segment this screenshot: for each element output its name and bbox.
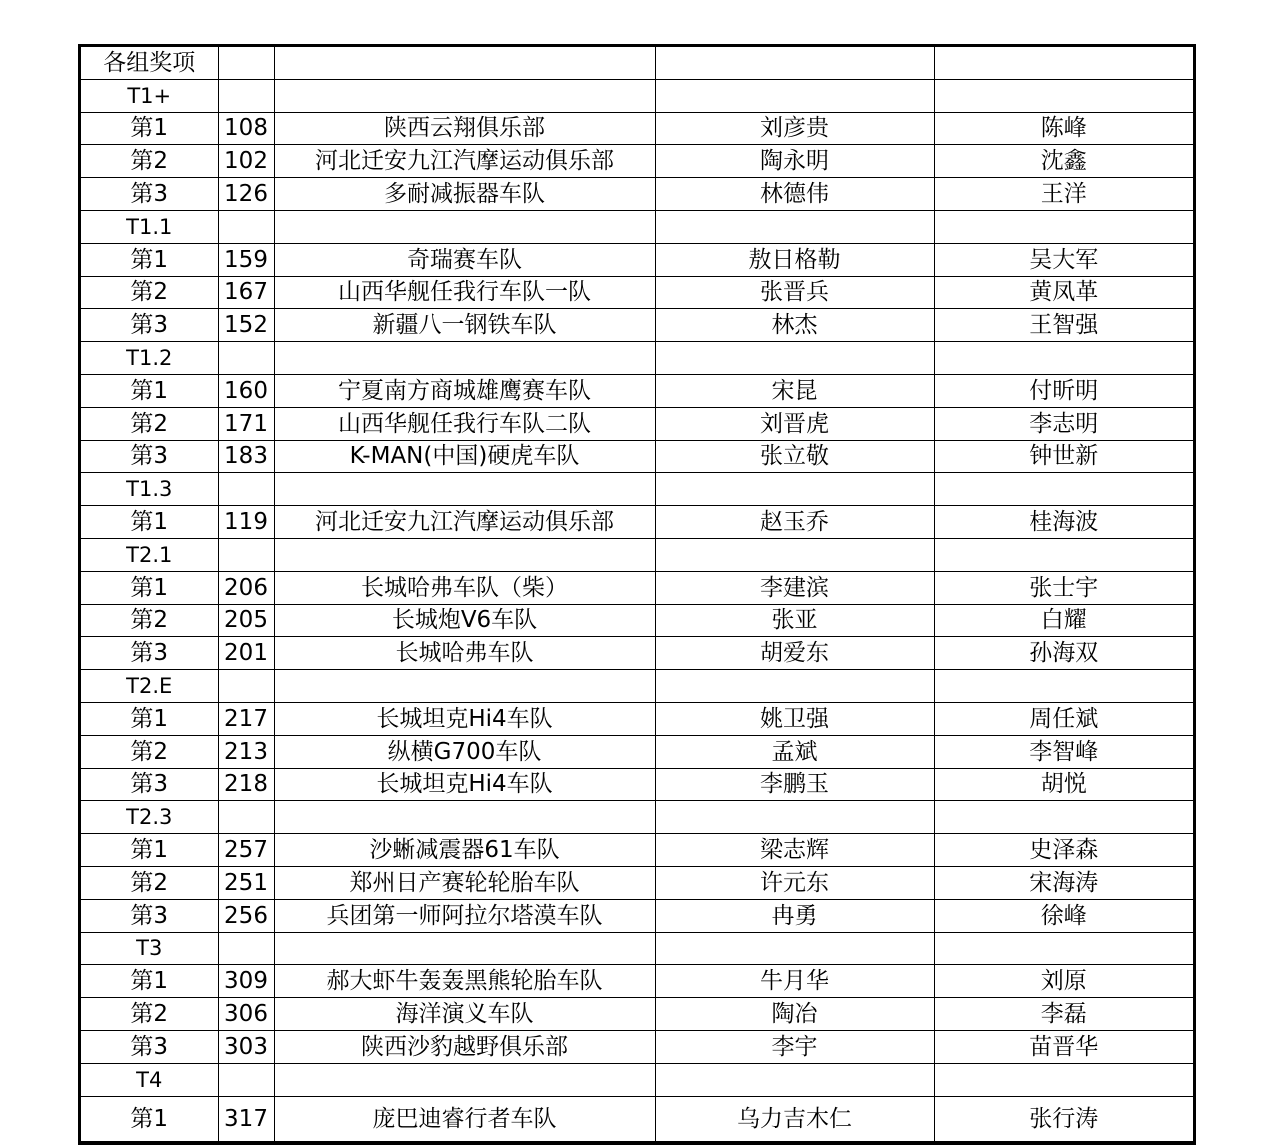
car-number-cell: 126 bbox=[218, 178, 274, 211]
codriver-name-cell: 黄凤革 bbox=[934, 276, 1193, 309]
group-header-row bbox=[81, 670, 1193, 703]
empty-cell bbox=[655, 538, 934, 571]
empty-cell bbox=[934, 210, 1193, 243]
table-row bbox=[81, 571, 1193, 604]
team-name-cell: 海洋演义车队 bbox=[274, 998, 655, 1031]
team-name-cell: 长城炮V6车队 bbox=[274, 604, 655, 637]
rank-cell: 第2 bbox=[81, 998, 218, 1031]
car-number-cell: 213 bbox=[218, 735, 274, 768]
group-header-row bbox=[81, 342, 1193, 375]
team-name-cell: 长城哈弗车队 bbox=[274, 637, 655, 670]
group-header-row bbox=[81, 79, 1193, 112]
codriver-name-cell: 李志明 bbox=[934, 407, 1193, 440]
empty-cell bbox=[655, 1063, 934, 1096]
empty-cell bbox=[274, 932, 655, 965]
rank-cell: 第3 bbox=[81, 1030, 218, 1063]
car-number-cell: 303 bbox=[218, 1030, 274, 1063]
team-name-cell: 郝大虾牛轰轰黑熊轮胎车队 bbox=[274, 965, 655, 998]
driver-name-cell: 林杰 bbox=[655, 309, 934, 342]
car-number-cell: 119 bbox=[218, 506, 274, 539]
empty-cell bbox=[934, 79, 1193, 112]
codriver-name-cell: 苗晋华 bbox=[934, 1030, 1193, 1063]
codriver-name-cell: 李智峰 bbox=[934, 735, 1193, 768]
car-number-cell: 205 bbox=[218, 604, 274, 637]
driver-name-cell: 李建滨 bbox=[655, 571, 934, 604]
codriver-name-cell: 张行涛 bbox=[934, 1096, 1193, 1141]
table-row bbox=[81, 866, 1193, 899]
team-name-cell: K-MAN(中国)硬虎车队 bbox=[274, 440, 655, 473]
table-row bbox=[81, 374, 1193, 407]
team-name-cell: 长城坦克Hi4车队 bbox=[274, 702, 655, 735]
group-header-row bbox=[81, 473, 1193, 506]
driver-name-cell: 张晋兵 bbox=[655, 276, 934, 309]
team-name-cell: 沙蜥减震器61车队 bbox=[274, 834, 655, 867]
empty-cell bbox=[274, 473, 655, 506]
codriver-name-cell: 孙海双 bbox=[934, 637, 1193, 670]
rank-cell: 第3 bbox=[81, 440, 218, 473]
driver-name-cell: 刘彦贵 bbox=[655, 112, 934, 145]
empty-cell bbox=[934, 670, 1193, 703]
table-row bbox=[81, 112, 1193, 145]
codriver-name-cell: 陈峰 bbox=[934, 112, 1193, 145]
driver-name-cell: 孟斌 bbox=[655, 735, 934, 768]
table-row bbox=[81, 1030, 1193, 1063]
awards-table-body bbox=[81, 47, 1193, 1141]
group-name-cell: T4 bbox=[81, 1063, 218, 1096]
team-name-cell: 陕西沙豹越野俱乐部 bbox=[274, 1030, 655, 1063]
team-name-cell: 长城哈弗车队（柴） bbox=[274, 571, 655, 604]
driver-name-cell: 陶冶 bbox=[655, 998, 934, 1031]
group-header-row bbox=[81, 210, 1193, 243]
empty-cell bbox=[934, 473, 1193, 506]
car-number-cell: 171 bbox=[218, 407, 274, 440]
driver-name-cell: 胡爱东 bbox=[655, 637, 934, 670]
awards-table bbox=[81, 47, 1193, 1142]
car-number-cell: 217 bbox=[218, 702, 274, 735]
car-number-cell: 306 bbox=[218, 998, 274, 1031]
team-name-cell: 长城坦克Hi4车队 bbox=[274, 768, 655, 801]
group-header-row bbox=[81, 1063, 1193, 1096]
table-row bbox=[81, 768, 1193, 801]
team-name-cell: 庞巴迪睿行者车队 bbox=[274, 1096, 655, 1141]
rank-cell: 第2 bbox=[81, 407, 218, 440]
empty-cell bbox=[274, 538, 655, 571]
car-number-cell: 256 bbox=[218, 899, 274, 932]
table-row bbox=[81, 1096, 1193, 1141]
codriver-name-cell: 史泽森 bbox=[934, 834, 1193, 867]
table-row bbox=[81, 440, 1193, 473]
driver-name-cell: 乌力吉木仁 bbox=[655, 1096, 934, 1141]
empty-cell bbox=[274, 47, 655, 79]
car-number-cell: 201 bbox=[218, 637, 274, 670]
driver-name-cell: 姚卫强 bbox=[655, 702, 934, 735]
driver-name-cell: 梁志辉 bbox=[655, 834, 934, 867]
empty-cell bbox=[218, 801, 274, 834]
team-name-cell: 河北迁安九江汽摩运动俱乐部 bbox=[274, 506, 655, 539]
empty-cell bbox=[274, 342, 655, 375]
table-row bbox=[81, 309, 1193, 342]
group-name-cell: T1.3 bbox=[81, 473, 218, 506]
rank-cell: 第1 bbox=[81, 374, 218, 407]
team-name-cell: 郑州日产赛轮轮胎车队 bbox=[274, 866, 655, 899]
team-name-cell: 宁夏南方商城雄鹰赛车队 bbox=[274, 374, 655, 407]
rank-cell: 第3 bbox=[81, 178, 218, 211]
empty-cell bbox=[655, 342, 934, 375]
rank-cell: 第3 bbox=[81, 899, 218, 932]
driver-name-cell: 赵玉乔 bbox=[655, 506, 934, 539]
codriver-name-cell: 白耀 bbox=[934, 604, 1193, 637]
rank-cell: 第1 bbox=[81, 965, 218, 998]
codriver-name-cell: 徐峰 bbox=[934, 899, 1193, 932]
empty-cell bbox=[934, 932, 1193, 965]
car-number-cell: 218 bbox=[218, 768, 274, 801]
table-row bbox=[81, 702, 1193, 735]
codriver-name-cell: 王洋 bbox=[934, 178, 1193, 211]
codriver-name-cell: 李磊 bbox=[934, 998, 1193, 1031]
group-name-cell: T1+ bbox=[81, 79, 218, 112]
team-name-cell: 多耐减振器车队 bbox=[274, 178, 655, 211]
car-number-cell: 108 bbox=[218, 112, 274, 145]
table-row bbox=[81, 407, 1193, 440]
codriver-name-cell: 胡悦 bbox=[934, 768, 1193, 801]
group-name-cell: T2.E bbox=[81, 670, 218, 703]
team-name-cell: 奇瑞赛车队 bbox=[274, 243, 655, 276]
rank-cell: 第1 bbox=[81, 243, 218, 276]
driver-name-cell: 李鹏玉 bbox=[655, 768, 934, 801]
team-name-cell: 河北迁安九江汽摩运动俱乐部 bbox=[274, 145, 655, 178]
codriver-name-cell: 周任斌 bbox=[934, 702, 1193, 735]
team-name-cell: 兵团第一师阿拉尔塔漠车队 bbox=[274, 899, 655, 932]
rank-cell: 第1 bbox=[81, 834, 218, 867]
table-row bbox=[81, 178, 1193, 211]
group-name-cell: T1.2 bbox=[81, 342, 218, 375]
empty-cell bbox=[218, 1063, 274, 1096]
car-number-cell: 309 bbox=[218, 965, 274, 998]
table-row bbox=[81, 899, 1193, 932]
table-row bbox=[81, 998, 1193, 1031]
table-row bbox=[81, 506, 1193, 539]
driver-name-cell: 张立敬 bbox=[655, 440, 934, 473]
car-number-cell: 317 bbox=[218, 1096, 274, 1141]
empty-cell bbox=[218, 932, 274, 965]
rank-cell: 第2 bbox=[81, 276, 218, 309]
empty-cell bbox=[218, 473, 274, 506]
empty-cell bbox=[274, 210, 655, 243]
driver-name-cell: 林德伟 bbox=[655, 178, 934, 211]
table-row bbox=[81, 637, 1193, 670]
rank-cell: 第3 bbox=[81, 768, 218, 801]
rank-cell: 第1 bbox=[81, 702, 218, 735]
rank-cell: 第1 bbox=[81, 112, 218, 145]
empty-cell bbox=[655, 47, 934, 79]
codriver-name-cell: 桂海波 bbox=[934, 506, 1193, 539]
empty-cell bbox=[934, 47, 1193, 79]
driver-name-cell: 陶永明 bbox=[655, 145, 934, 178]
codriver-name-cell: 王智强 bbox=[934, 309, 1193, 342]
empty-cell bbox=[655, 932, 934, 965]
table-row bbox=[81, 276, 1193, 309]
empty-cell bbox=[218, 79, 274, 112]
car-number-cell: 102 bbox=[218, 145, 274, 178]
driver-name-cell: 李宇 bbox=[655, 1030, 934, 1063]
car-number-cell: 206 bbox=[218, 571, 274, 604]
empty-cell bbox=[655, 79, 934, 112]
driver-name-cell: 敖日格勒 bbox=[655, 243, 934, 276]
driver-name-cell: 宋昆 bbox=[655, 374, 934, 407]
rank-cell: 第2 bbox=[81, 735, 218, 768]
table-row bbox=[81, 735, 1193, 768]
car-number-cell: 257 bbox=[218, 834, 274, 867]
rank-cell: 第2 bbox=[81, 866, 218, 899]
table-header-row bbox=[81, 47, 1193, 79]
empty-cell bbox=[655, 210, 934, 243]
driver-name-cell: 冉勇 bbox=[655, 899, 934, 932]
car-number-cell: 159 bbox=[218, 243, 274, 276]
driver-name-cell: 许元东 bbox=[655, 866, 934, 899]
empty-cell bbox=[274, 1063, 655, 1096]
driver-name-cell: 刘晋虎 bbox=[655, 407, 934, 440]
empty-cell bbox=[274, 670, 655, 703]
empty-cell bbox=[218, 670, 274, 703]
table-row bbox=[81, 243, 1193, 276]
team-name-cell: 陕西云翔俱乐部 bbox=[274, 112, 655, 145]
table-title-cell: 各组奖项 bbox=[81, 47, 218, 79]
car-number-cell: 183 bbox=[218, 440, 274, 473]
team-name-cell: 山西华舰任我行车队一队 bbox=[274, 276, 655, 309]
team-name-cell: 山西华舰任我行车队二队 bbox=[274, 407, 655, 440]
rank-cell: 第3 bbox=[81, 637, 218, 670]
group-header-row bbox=[81, 801, 1193, 834]
rank-cell: 第1 bbox=[81, 1096, 218, 1141]
table-row bbox=[81, 604, 1193, 637]
car-number-cell: 152 bbox=[218, 309, 274, 342]
driver-name-cell: 牛月华 bbox=[655, 965, 934, 998]
group-name-cell: T1.1 bbox=[81, 210, 218, 243]
team-name-cell: 纵横G700车队 bbox=[274, 735, 655, 768]
rank-cell: 第2 bbox=[81, 604, 218, 637]
codriver-name-cell: 宋海涛 bbox=[934, 866, 1193, 899]
empty-cell bbox=[934, 1063, 1193, 1096]
group-header-row bbox=[81, 538, 1193, 571]
award-results-sheet bbox=[78, 44, 1196, 1145]
codriver-name-cell: 张士宇 bbox=[934, 571, 1193, 604]
codriver-name-cell: 钟世新 bbox=[934, 440, 1193, 473]
group-name-cell: T3 bbox=[81, 932, 218, 965]
empty-cell bbox=[218, 210, 274, 243]
empty-cell bbox=[274, 801, 655, 834]
car-number-cell: 167 bbox=[218, 276, 274, 309]
empty-cell bbox=[934, 538, 1193, 571]
empty-cell bbox=[218, 342, 274, 375]
empty-cell bbox=[934, 342, 1193, 375]
group-name-cell: T2.1 bbox=[81, 538, 218, 571]
empty-cell bbox=[218, 538, 274, 571]
group-header-row bbox=[81, 932, 1193, 965]
rank-cell: 第3 bbox=[81, 309, 218, 342]
team-name-cell: 新疆八一钢铁车队 bbox=[274, 309, 655, 342]
empty-cell bbox=[274, 79, 655, 112]
empty-cell bbox=[655, 473, 934, 506]
rank-cell: 第1 bbox=[81, 506, 218, 539]
car-number-cell: 251 bbox=[218, 866, 274, 899]
rank-cell: 第1 bbox=[81, 571, 218, 604]
empty-cell bbox=[934, 801, 1193, 834]
rank-cell: 第2 bbox=[81, 145, 218, 178]
empty-cell bbox=[655, 801, 934, 834]
empty-cell bbox=[218, 47, 274, 79]
codriver-name-cell: 吴大军 bbox=[934, 243, 1193, 276]
table-row bbox=[81, 965, 1193, 998]
empty-cell bbox=[655, 670, 934, 703]
car-number-cell: 160 bbox=[218, 374, 274, 407]
table-row bbox=[81, 834, 1193, 867]
driver-name-cell: 张亚 bbox=[655, 604, 934, 637]
codriver-name-cell: 沈鑫 bbox=[934, 145, 1193, 178]
table-row bbox=[81, 145, 1193, 178]
codriver-name-cell: 刘原 bbox=[934, 965, 1193, 998]
codriver-name-cell: 付昕明 bbox=[934, 374, 1193, 407]
group-name-cell: T2.3 bbox=[81, 801, 218, 834]
